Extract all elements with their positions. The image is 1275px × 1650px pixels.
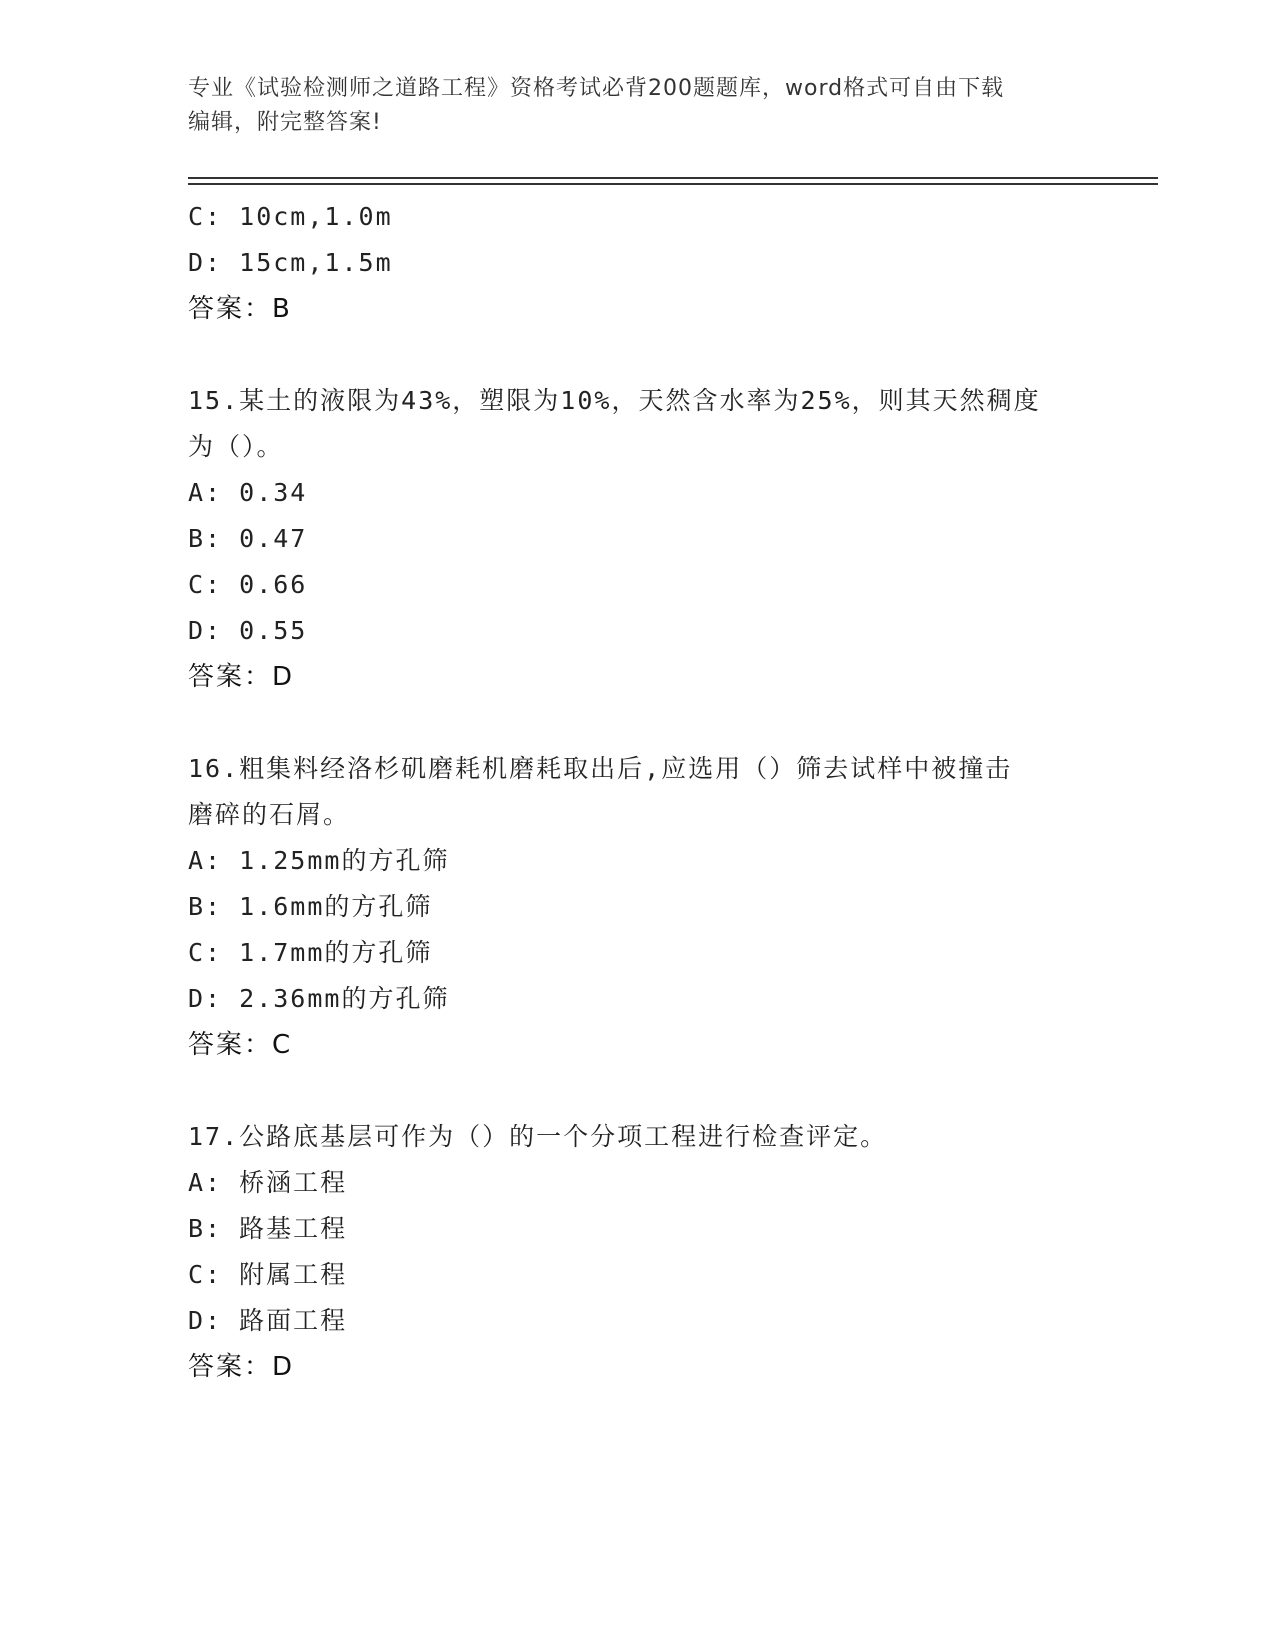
- answer-line: 答案：D: [188, 1352, 295, 1382]
- option-a: A: 桥涵工程: [188, 1168, 348, 1197]
- question-14-tail: [188, 194, 1088, 332]
- option-d: D: 15cm,1.5m: [188, 248, 393, 277]
- option-b: B: 1.6mm的方孔筛: [188, 892, 433, 921]
- question-stem-line-1: 16.粗集料经洛杉矶磨耗机磨耗取出后,应选用（）筛去试样中被撞击: [188, 754, 1013, 783]
- option-c: C: 1.7mm的方孔筛: [188, 938, 433, 967]
- answer-line: 答案：B: [188, 294, 292, 324]
- question-stem-line-1: 15.某土的液限为43%，塑限为10%，天然含水率为25%，则其天然稠度: [188, 386, 1041, 415]
- spacer: [188, 700, 1088, 746]
- spacer: [188, 332, 1088, 378]
- question-17: [188, 1114, 1088, 1390]
- option-c: C: 10cm,1.0m: [188, 202, 393, 231]
- document-header: [188, 72, 1088, 140]
- option-c: C: 0.66: [188, 570, 308, 599]
- header-divider-top: [188, 177, 1158, 179]
- option-d: D: 2.36mm的方孔筛: [188, 984, 450, 1013]
- option-b: B: 路基工程: [188, 1214, 348, 1243]
- option-a: A: 0.34: [188, 478, 308, 507]
- question-stem-line-2: 为（）。: [188, 432, 284, 461]
- question-stem-line-1: 17.公路底基层可作为（）的一个分项工程进行检查评定。: [188, 1122, 888, 1151]
- header-title-line-1: 专业《试验检测师之道路工程》资格考试必背200题题库，word格式可自由下载: [188, 76, 1005, 101]
- answer-line: 答案：C: [188, 1030, 293, 1060]
- header-divider-bottom: [188, 183, 1158, 185]
- option-b: B: 0.47: [188, 524, 308, 553]
- option-c: C: 附属工程: [188, 1260, 348, 1289]
- header-title-line-2: 编辑，附完整答案!: [188, 110, 382, 135]
- spacer: [188, 1068, 1088, 1114]
- question-list: [188, 194, 1088, 1390]
- option-d: D: 路面工程: [188, 1306, 348, 1335]
- question-stem-line-2: 磨碎的石屑。: [188, 800, 351, 829]
- answer-line: 答案：D: [188, 662, 295, 692]
- question-15: [188, 378, 1088, 700]
- option-d: D: 0.55: [188, 616, 308, 645]
- question-16: [188, 746, 1088, 1068]
- option-a: A: 1.25mm的方孔筛: [188, 846, 450, 875]
